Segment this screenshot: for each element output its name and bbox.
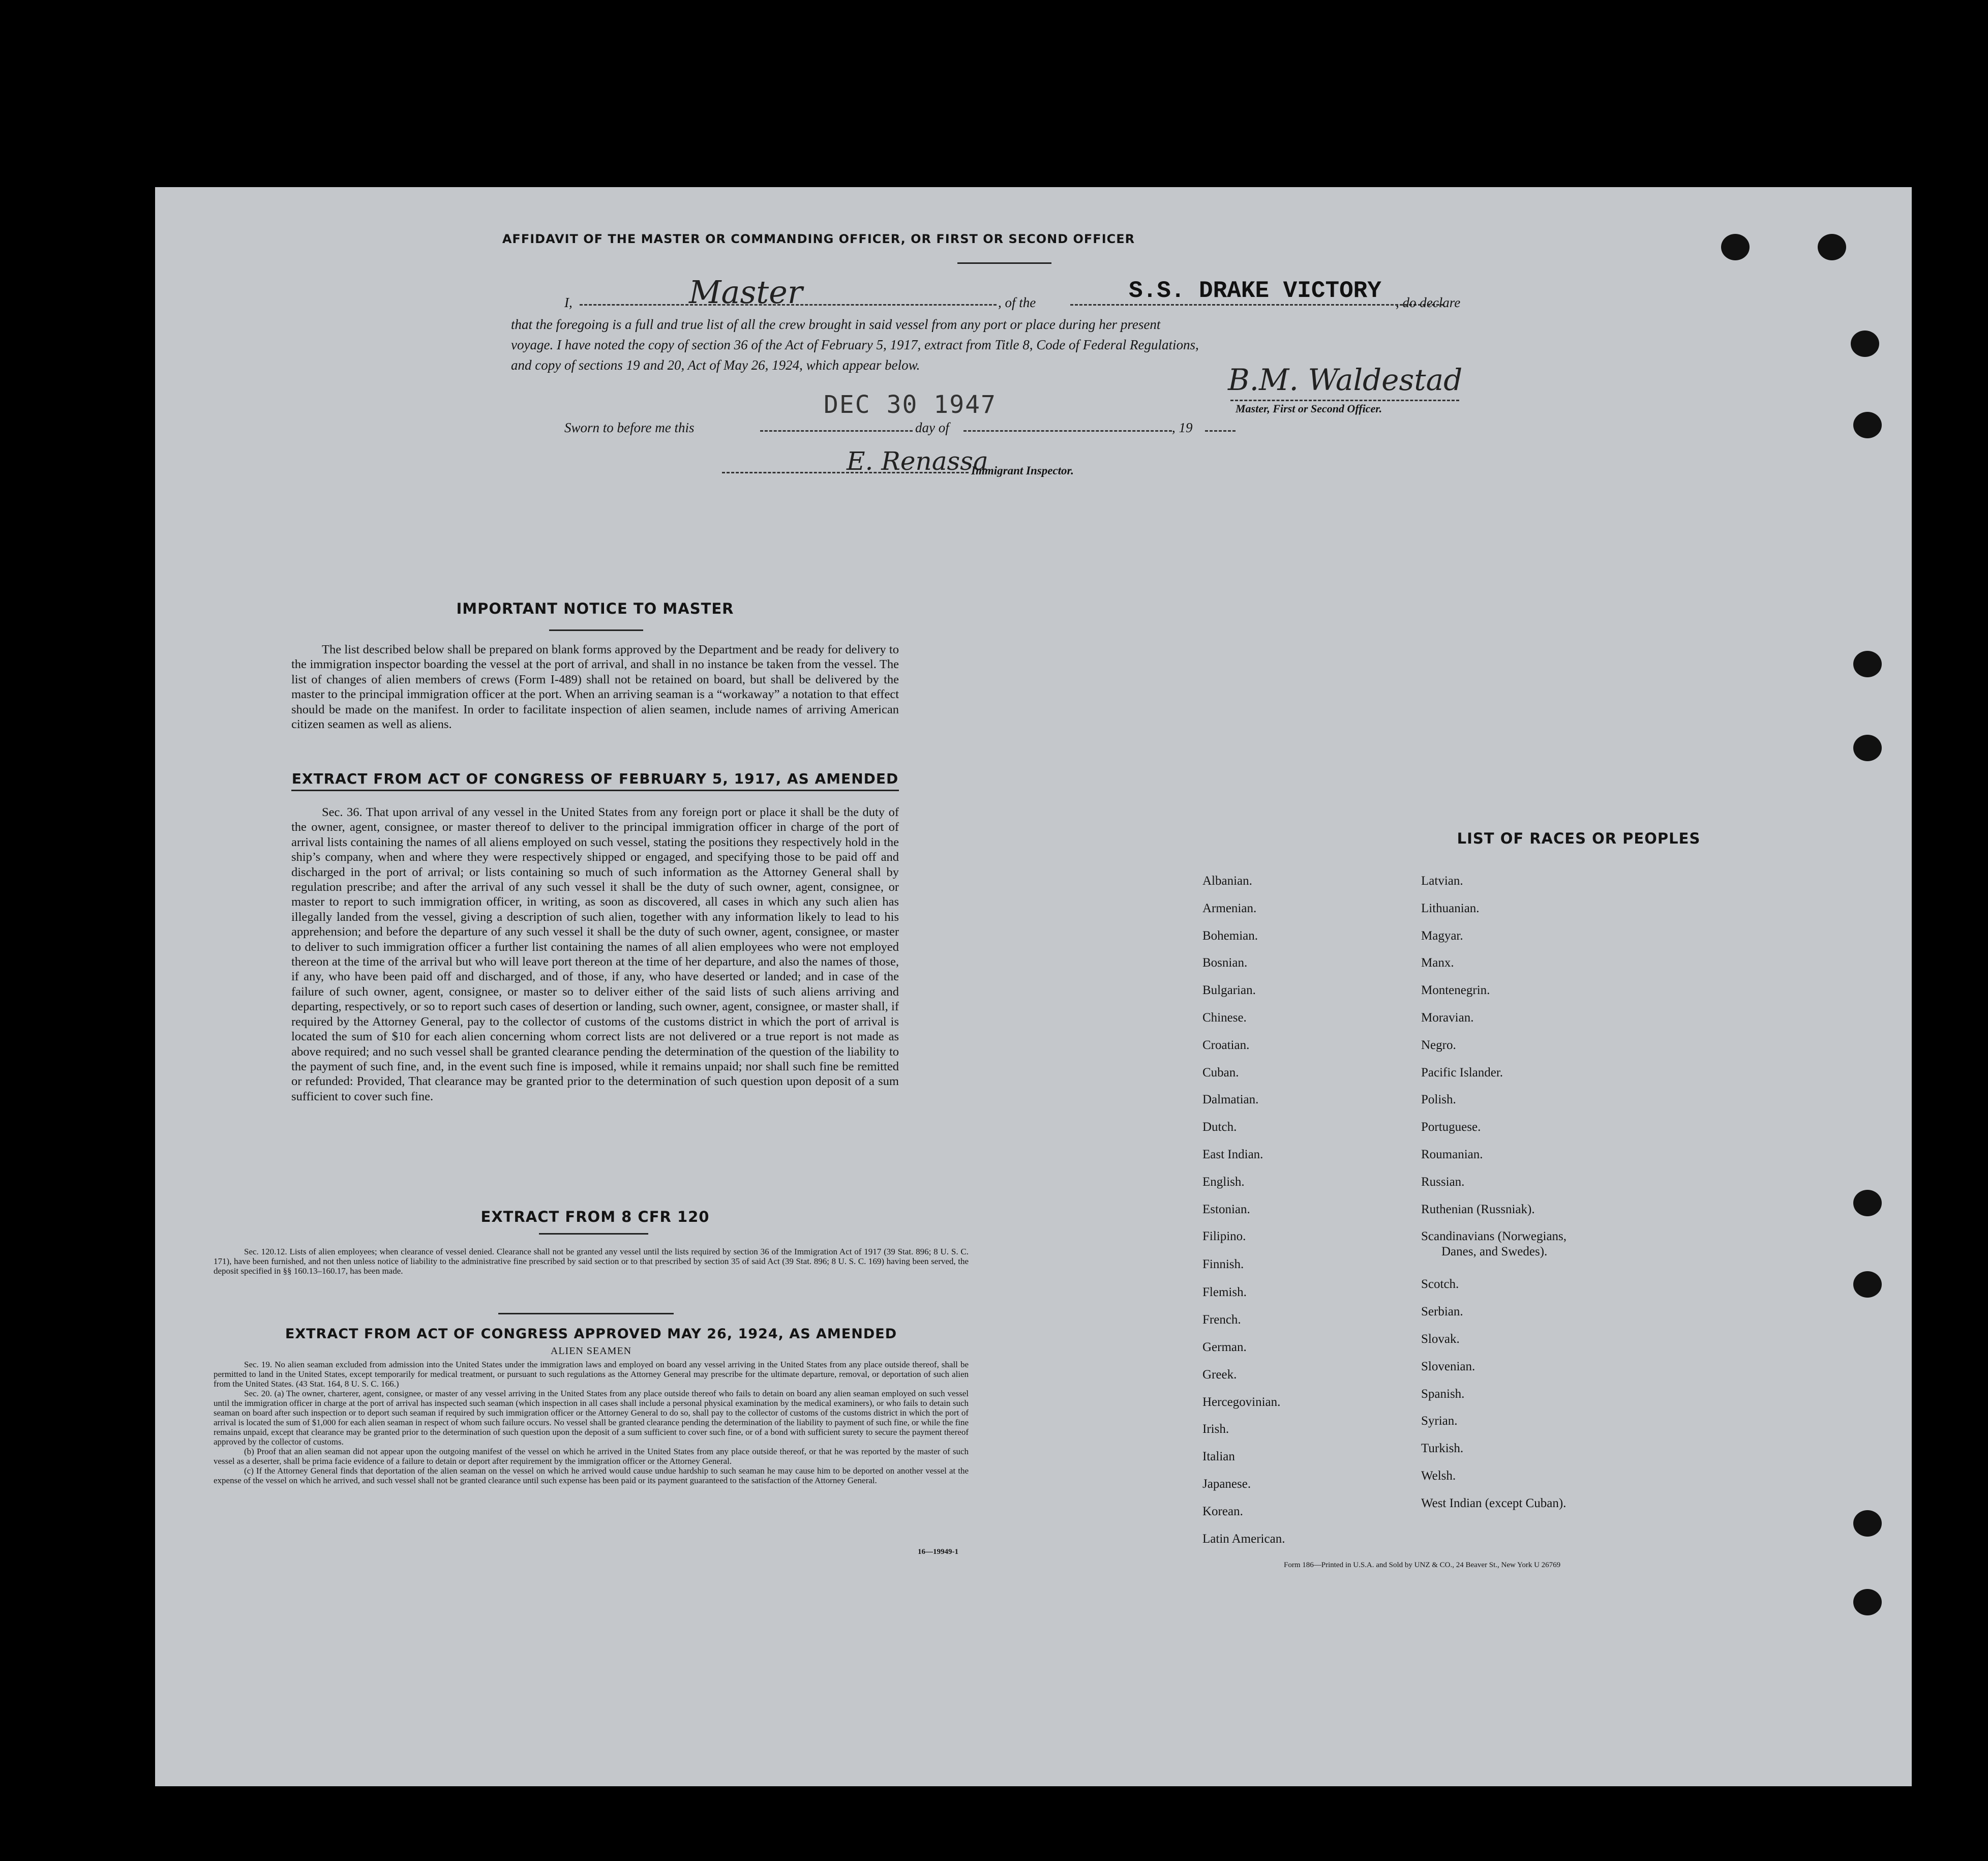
race-item: Italian [1202, 1450, 1235, 1464]
binder-hole [1818, 234, 1846, 260]
race-item: Japanese. [1202, 1477, 1251, 1491]
race-item: Montenegrin. [1421, 983, 1490, 998]
race-item: Spanish. [1421, 1387, 1465, 1401]
race-item: Finnish. [1202, 1257, 1244, 1272]
do-declare-label: , do declare [1396, 295, 1461, 310]
section-20c: (c) If the Attorney General finds that deportation of the alien seaman on the vessel on which he arrived would cause undue hardship to such seaman he may cause him to be deported on another vessel at the expense of the vessel on which he arrived, and such vessel shall not be granted clearance until such expense has been paid or its payment guaranteed to the satisfaction of the Attorney General. [214, 1466, 969, 1485]
races-title: LIST OF RACES OR PEOPLES [1457, 830, 1701, 847]
vessel-name: S.S. DRAKE VICTORY [1129, 278, 1381, 304]
cfr-bottom-rule [498, 1313, 674, 1314]
section-20b: (b) Proof that an alien seaman did not appear upon the outgoing manifest of the vessel on which he arrived in the United States from any place outside thereof, or that he was reported by the master of such vessel as a deserter, shall be prima facie evidence of a failure to detain or deport after requirement by the immigration officer or the Attorney General. [214, 1447, 969, 1466]
race-item: Albanian. [1202, 874, 1252, 888]
notice-body: The list described below shall be prepared on blank forms approved by the Department and be ready for delivery to the immigration inspector boarding the vessel at the port of arrival, and shall in no instance be taken from the vessel. The list of changes of alien members of crews (Form I-489) shall not be retained on board, but shall be delivered by the master to the principal immigration officer at the port. When an arriving seaman is a “workaway” a notation to that effect should be made on the manifest. In order to facilitate inspection of alien seamen, include names of arriving American citizen seamen as well as aliens. [291, 643, 899, 732]
sworn-month-line [963, 430, 1172, 432]
affidavit-title: AFFIDAVIT OF THE MASTER OR COMMANDING OFFICER, OR FIRST OR SECOND OFFICER [502, 232, 1135, 246]
signature-line [1230, 400, 1459, 401]
race-item: Bulgarian. [1202, 983, 1256, 998]
binder-hole [1851, 331, 1879, 357]
race-item: Pacific Islander. [1421, 1065, 1503, 1079]
sworn-label: Sworn to before me this [564, 420, 695, 435]
race-item: Syrian. [1421, 1414, 1458, 1428]
extract-1917-rule [291, 790, 899, 791]
race-item: Korean. [1202, 1504, 1243, 1518]
race-item: Slovenian. [1421, 1359, 1475, 1373]
race-item: East Indian. [1202, 1148, 1263, 1161]
race-item: Magyar. [1421, 928, 1463, 943]
immigrant-inspector-label: Immigrant Inspector. [971, 464, 1074, 477]
title-rule [957, 262, 1051, 264]
race-item: Portuguese. [1421, 1120, 1481, 1134]
sworn-day-line [760, 430, 913, 432]
binder-hole [1853, 412, 1882, 438]
race-item: Chinese. [1202, 1011, 1247, 1025]
binder-hole [1853, 1190, 1882, 1216]
race-item: Scotch. [1421, 1277, 1459, 1292]
race-item: Irish. [1202, 1422, 1229, 1436]
race-item: Dutch. [1202, 1120, 1237, 1134]
binder-hole [1853, 651, 1882, 677]
affidavit-text [511, 314, 1199, 375]
race-item: Flemish. [1202, 1285, 1247, 1300]
race-item: Ruthenian (Russniak). [1421, 1202, 1535, 1216]
race-item: Roumanian. [1421, 1148, 1483, 1161]
race-item: Welsh. [1421, 1469, 1456, 1483]
race-item: Danes, and Swedes). [1441, 1245, 1548, 1259]
binder-hole [1853, 1271, 1882, 1298]
affidavit-text-line-3: and copy of sections 19 and 20, Act of May 26, 1924, which appear below. [511, 357, 920, 373]
race-item: Scandinavians (Norwegians, [1421, 1229, 1567, 1244]
extract-1917-body: Sec. 36. That upon arrival of any vessel in the United States from any foreign port or place it shall be the duty of the owner, agent, consignee, or master thereof to deliver to the principal immigration officer in charge of the port of arrival lists containing the names of all aliens employed on such vessel, stating the positions they respectively hold in the ship’s company, when and where they were respectively shipped or engaged, and specifying those to be paid off and discharged in the port of arrival; or lists containing so much of such information as the Attorney General shall by regulation prescribe; and after the arrival of any such vessel it shall be the duty of such owner, agent, consignee, or master to report to such immigration officer, in writing, as soon as discovered, all cases in which any such alien has illegally landed from the vessel, giving a description of such alien, together with any information likely to lead to his apprehension; and before the departure of any such vessel it shall be the duty of such owner, agent, consignee, or master to deliver to such immigration officer a further list containing the names of all alien employees who were not employed thereon at the time of the arrival but who will leave port thereon at the time of her departure, and also the names of those, if any, who have been paid off and discharged, and of those, if any, who have deserted or landed; and in case of the failure of such owner, agent, consignee, or master so to deliver either of the said lists of such aliens arriving and departing, respectively, or so to report such cases of desertion or landing, such owner, agent, consignee, or master shall, if required by the Attorney General, pay to the collector of customs of the customs district in which the port of arrival is located the sum of $10 for each alien concerning whom correct lists are not delivered or a true report is not made as above required; and no such vessel shall be granted clearance pending the determination of the question of the liability to the payment of such fine, and, in the event such fine is imposed, while it remains unpaid; nor shall such fine be remitted or refunded: Provided, That clearance may be granted prior to the determination of such question upon deposit of a sum sufficient to cover such fine. [291, 805, 899, 1103]
extract-1924-body [214, 1360, 969, 1485]
race-item: Lithuanian. [1421, 901, 1480, 915]
race-item: Turkish. [1421, 1442, 1464, 1456]
race-item: Latin American. [1202, 1532, 1285, 1546]
affidavit-text-line-1: that the foregoing is a full and true list of all the crew brought in said vessel from any port or place during her present [511, 317, 1161, 332]
binder-hole [1853, 1589, 1882, 1615]
section-19: Sec. 19. No alien seaman excluded from admission into the United States under the immigration laws and employed on board any vessel arriving in the United States from any place outside thereof, shall be permitted to land in the United States, except temporarily for medical treatment, or pursuant to such regulations as the Attorney General may prescribe for the ultimate departure, removal, or deportation of such alien from the United States. (43 Stat. 164, 8 U. S. C. 166.) [214, 1360, 969, 1389]
race-item: German. [1202, 1340, 1247, 1354]
race-item: Greek. [1202, 1367, 1237, 1382]
inspector-signature: E. Renassa [847, 446, 988, 476]
binder-hole [1853, 735, 1882, 761]
document-page [155, 187, 1912, 1786]
year-prefix: , 19 [1172, 420, 1193, 435]
race-item: Hercegovinian. [1202, 1395, 1281, 1409]
cfr-body: Sec. 120.12. Lists of alien employees; when clearance of vessel denied. Clearance shall not be granted any vessel until the lists required by section 36 of the Immigration Act of 1917 (39 Stat. 896; 8 U. S. C. 171), have been furnished, and not then unless notice of liability to the administrative fine prescribed by said section or to that prescribed by section 35 of said Act (39 Stat. 896; 8 U. S. C. 169) having been served, the deposit specified in §§ 160.13–160.17, has been made. [214, 1247, 969, 1276]
binder-hole [1721, 234, 1750, 260]
cfr-rule [539, 1233, 648, 1235]
notice-title: IMPORTANT NOTICE TO MASTER [456, 600, 734, 617]
of-the-label: , of the [998, 295, 1036, 310]
race-item: Bohemian. [1202, 928, 1258, 943]
race-item: English. [1202, 1175, 1245, 1189]
race-item: Armenian. [1202, 901, 1257, 915]
printer-footer: Form 186—Printed in U.S.A. and Sold by UNZ & CO., 24 Beaver St., New York U 26769 [1284, 1561, 1561, 1569]
extract-1924-title: EXTRACT FROM ACT OF CONGRESS APPROVED MAY 26, 1924, AS AMENDED [285, 1326, 897, 1342]
master-signature: B.M. Waldestad [1228, 363, 1463, 397]
affidavit-i-label: I, [564, 295, 573, 310]
race-item: Croatian. [1202, 1038, 1250, 1052]
date-stamp: DEC 30 1947 [824, 391, 997, 419]
race-item: Moravian. [1421, 1011, 1474, 1025]
cfr-title: EXTRACT FROM 8 CFR 120 [480, 1208, 710, 1225]
race-item: Manx. [1421, 956, 1454, 970]
race-item: Filipino. [1202, 1229, 1246, 1244]
race-item: West Indian (except Cuban). [1421, 1496, 1567, 1510]
race-item: Polish. [1421, 1093, 1456, 1107]
master-officer-label: Master, First or Second Officer. [1236, 402, 1382, 415]
extract-1917-title: EXTRACT FROM ACT OF CONGRESS OF FEBRUARY 5, 1917, AS AMENDED [291, 770, 899, 787]
extract-1924-subtitle: ALIEN SEAMEN [550, 1345, 632, 1357]
race-item: Latvian. [1421, 874, 1463, 888]
year-line [1205, 430, 1236, 432]
race-item: French. [1202, 1313, 1241, 1327]
master-name-handwriting: Master [689, 274, 803, 311]
section-20a: Sec. 20. (a) The owner, charterer, agent, consignee, or master of any vessel arriving in the United States from any place outside thereof who fails to detain on board any alien seaman employed on such vessel until the immigration officer in charge at the port of arrival has inspected such seaman (which inspection in all cases shall include a personal physical examination by the medical examiners), or who fails to detain such seaman on board after such inspection or to deport such seaman if required by such immigration officer or the Attorney General to do so, shall pay to the collector of customs of the customs district in which the port of arrival is located the sum of $1,000 for each alien seaman in respect of whom such failure occurs. No vessel shall be granted clearance pending the determination of the liability to payment of such fine, or while the fine remains unpaid, except that clearance may be granted prior to the determination of such question upon the deposit of a sum sufficient to cover such fine, or of a bond with sufficient surety to secure the payment thereof approved by the collector of customs. [214, 1389, 969, 1447]
race-item: Cuban. [1202, 1065, 1239, 1079]
form-code: 16—19949-1 [918, 1548, 958, 1556]
binder-hole [1853, 1510, 1882, 1537]
day-of-label: day of [915, 420, 949, 435]
race-item: Slovak. [1421, 1332, 1460, 1346]
race-item: Serbian. [1421, 1305, 1463, 1319]
race-item: Negro. [1421, 1038, 1456, 1052]
notice-rule [549, 629, 643, 631]
race-item: Estonian. [1202, 1202, 1250, 1216]
race-item: Dalmatian. [1202, 1093, 1259, 1107]
vessel-line [1070, 304, 1444, 306]
race-item: Bosnian. [1202, 956, 1248, 970]
race-item: Russian. [1421, 1175, 1465, 1189]
affidavit-text-line-2: voyage. I have noted the copy of section 36 of the Act of February 5, 1917, extract from Title 8, Code of Federal Regulations, [511, 337, 1199, 352]
